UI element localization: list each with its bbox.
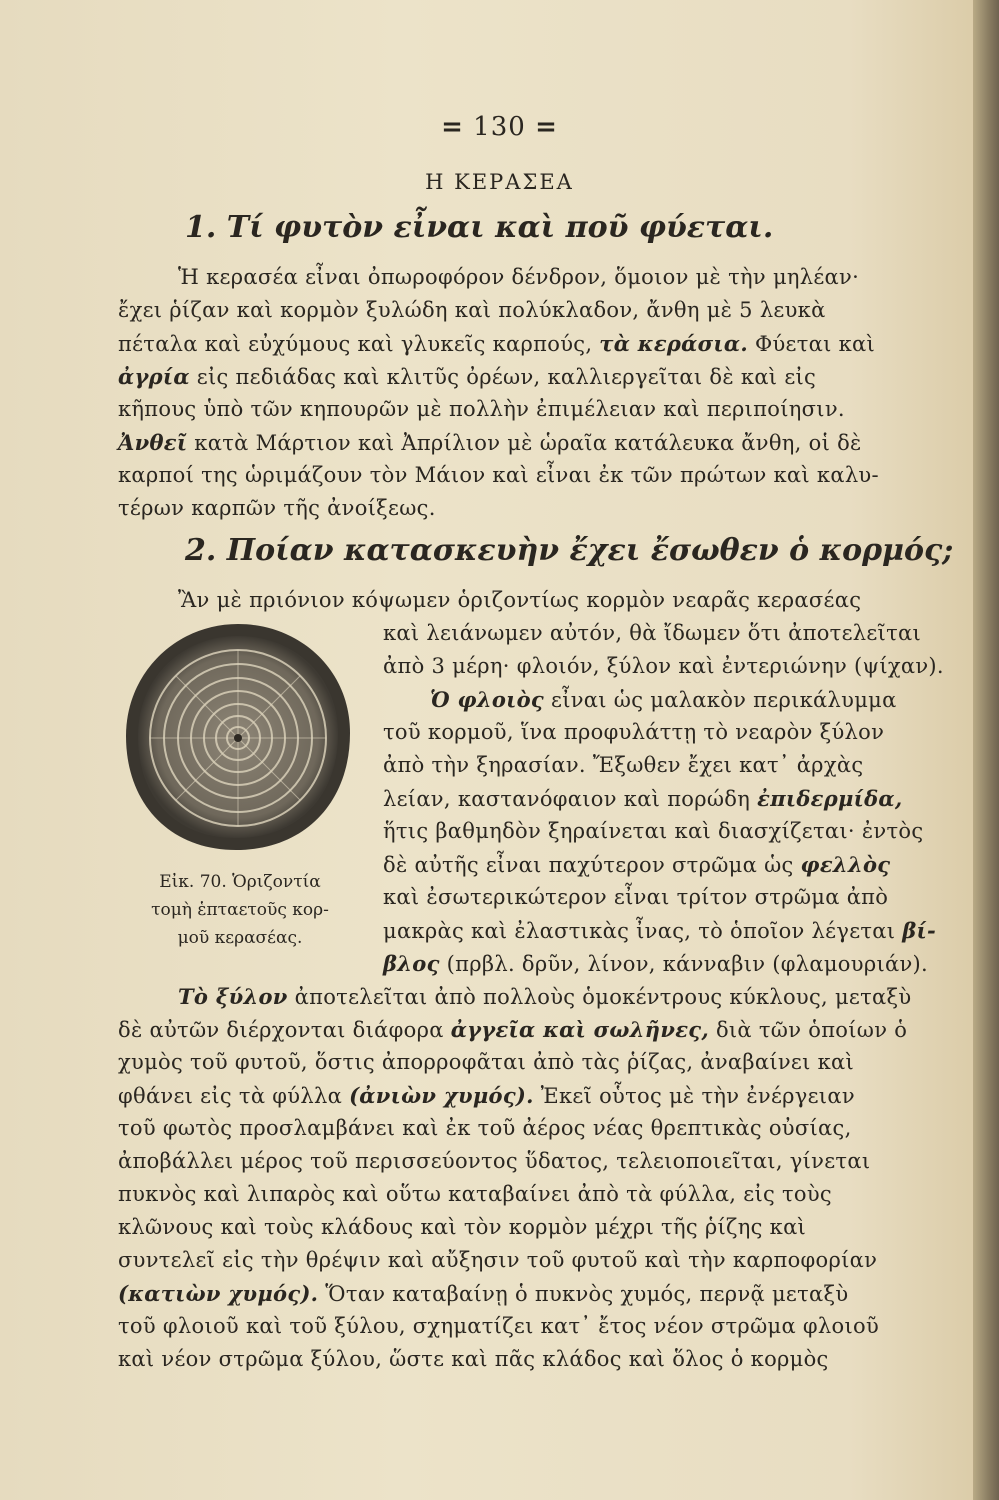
text-line: καρποί της ὡριμάζουν τὸν Μάιον καὶ εἶναι ἐκ τῶν πρώτων καὶ καλυ- <box>118 463 879 487</box>
text-line: λείαν, καστανόφαιον καὶ πορώδη ἐπιδερμίδα, <box>383 786 903 811</box>
text-line: Ἀνθεῖ κατὰ Μάρτιον καὶ Ἀπρίλιον μὲ ὡραῖα κατάλευκα ἄνθη, οἱ δὲ <box>118 430 862 455</box>
text-line: τέρων καρπῶν τῆς ἀνοίξεως. <box>118 496 436 520</box>
text-line: ἥτις βαθμηδὸν ξηραίνεται καὶ διασχίζεται· ἐντὸς <box>383 819 924 843</box>
text-line: ἀπὸ 3 μέρη· φλοιόν, ξύλον καὶ ἐντεριώνην (ψίχαν). <box>383 654 944 678</box>
text-line: κῆπους ὑπὸ τῶν κηπουρῶν μὲ πολλὴν ἐπιμέλειαν καὶ περιποίησιν. <box>118 397 845 421</box>
text-line: συντελεῖ εἰς τὴν θρέψιν καὶ αὔξησιν τοῦ φυτοῦ καὶ τὴν καρποφορίαν <box>118 1248 878 1272</box>
section-2-title: 2. Ποίαν κατασκευὴν ἔχει ἔσωθεν ὁ κορμός; <box>185 533 954 568</box>
text-line: δὲ αὐτῆς εἶναι παχύτερον στρῶμα ὡς φελλὸς <box>383 852 891 877</box>
tree-trunk-cross-section-figure <box>118 618 358 858</box>
text-line: καὶ ἐσωτερικώτερον εἶναι τρίτον στρῶμα ἀπὸ <box>383 885 889 909</box>
page-number: = 130 = <box>441 112 558 142</box>
text-line: ἀγρία εἰς πεδιάδας καὶ κλιτῦς ὀρέων, καλλιεργεῖται δὲ καὶ εἰς <box>118 364 817 389</box>
text-line: τοῦ κορμοῦ, ἵνα προφυλάττῃ τὸ νεαρὸν ξύλον <box>383 720 885 744</box>
text-line: καὶ νέον στρῶμα ξύλου, ὥστε καὶ πᾶς κλάδος καὶ ὅλος ὁ κορμὸς <box>118 1347 829 1371</box>
text-line: πέταλα καὶ εὐχύμους καὶ γλυκεῖς καρπούς, τὰ κεράσια. Φύεται καὶ <box>118 331 876 356</box>
figure-caption: Εἰκ. 70. Ὁριζοντία <box>159 872 321 892</box>
text-line: τοῦ φωτὸς προσλαμβάνει καὶ ἐκ τοῦ ἀέρος νέας θρεπτικὰς οὐσίας, <box>118 1116 852 1140</box>
figure-caption: τομὴ ἑπταετοῦς κορ- <box>151 900 329 920</box>
text-line: χυμὸς τοῦ φυτοῦ, ὅστις ἀπορροφᾶται ἀπὸ τὰς ῥίζας, ἀναβαίνει καὶ <box>118 1050 855 1074</box>
text-line: δὲ αὐτῶν διέρχονται διάφορα ἀγγεῖα καὶ σωλῆνες, διὰ τῶν ὁποίων ὁ <box>118 1017 908 1042</box>
text-line: Τὸ ξύλον ἀποτελεῖται ἀπὸ πολλοὺς ὁμοκέντρους κύκλους, μεταξὺ <box>178 984 912 1009</box>
text-line: Ὁ φλοιὸς εἶναι ὡς μαλακὸν περικάλυμμα <box>430 687 897 712</box>
text-line: βλος (πρβλ. δρῦν, λίνον, κάνναβιν (φλαμουριάν). <box>383 951 929 976</box>
text-line: καὶ λειάνωμεν αὐτόν, θὰ ἴδωμεν ὅτι ἀποτελεῖται <box>383 621 922 645</box>
text-line: φθάνει εἰς τὰ φύλλα (ἀνιὼν χυμός). Ἐκεῖ οὗτος μὲ τὴν ἐνέργειαν <box>118 1083 855 1108</box>
text-line: ἀποβάλλει μέρος τοῦ περισσεύοντος ὕδατος, τελειοποιεῖται, γίνεται <box>118 1149 871 1173</box>
text-line: (κατιὼν χυμός). Ὅταν καταβαίνῃ ὁ πυκνὸς χυμός, περνᾷ μεταξὺ <box>118 1281 849 1306</box>
section-1-title: 1. Τί φυτὸν εἶναι καὶ ποῦ φύεται. <box>185 210 774 245</box>
text-line: πυκνὸς καὶ λιπαρὸς καὶ οὕτω καταβαίνει ἀπὸ τὰ φύλλα, εἰς τοὺς <box>118 1182 832 1206</box>
text-line: μακρὰς καὶ ἐλαστικὰς ἶνας, τὸ ὁποῖον λέγεται βί- <box>383 918 937 943</box>
figure-caption: μοῦ κερασέας. <box>177 928 303 948</box>
book-binding-edge <box>973 0 999 1500</box>
text-line: ἀπὸ τὴν ξηρασίαν. Ἔξωθεν ἔχει κατ᾽ ἀρχὰς <box>383 753 864 777</box>
text-line: τοῦ φλοιοῦ καὶ τοῦ ξύλου, σχηματίζει κατ᾽ ἔτος νέον στρῶμα φλοιοῦ <box>118 1314 880 1338</box>
text-line: κλῶνους καὶ τοὺς κλάδους καὶ τὸν κορμὸν μέχρι τῆς ῥίζης καὶ <box>118 1215 807 1239</box>
text-line: Ἂν μὲ πριόνιον κόψωμεν ὁριζοντίως κορμὸν νεαρᾶς κερασέας <box>178 588 862 612</box>
chapter-title: Η ΚΕΡΑΣΕΑ <box>425 170 574 194</box>
text-line: ἔχει ῥίζαν καὶ κορμὸν ξυλώδη καὶ πολύκλαδον, ἄνθη μὲ 5 λευκὰ <box>118 298 826 322</box>
text-line: Ἡ κερασέα εἶναι ὀπωροφόρον δένδρον, ὅμοιον μὲ τὴν μηλέαν· <box>178 265 860 289</box>
